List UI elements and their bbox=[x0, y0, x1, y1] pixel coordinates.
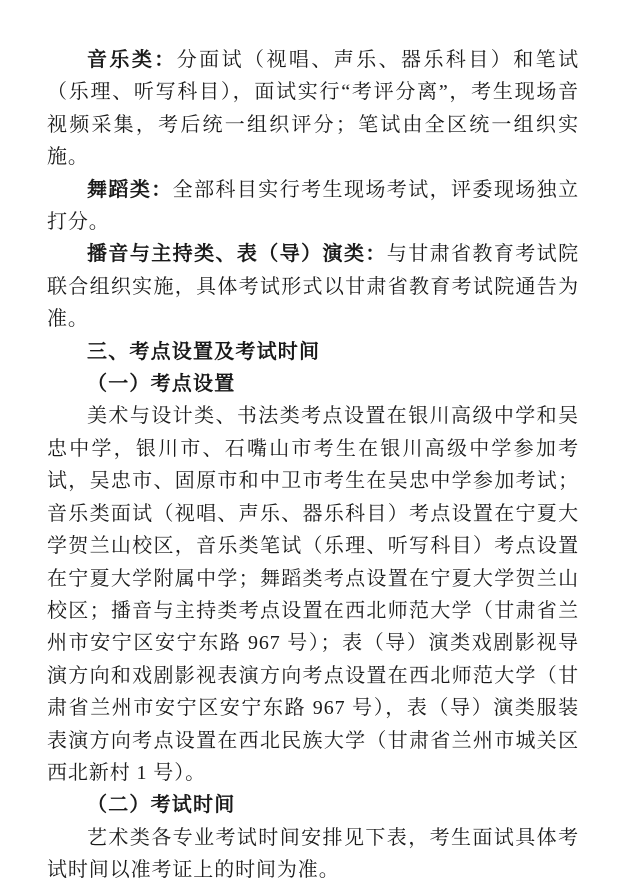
subsection-heading: （二）考试时间 bbox=[87, 794, 236, 817]
body-paragraph bbox=[47, 44, 579, 174]
subsection-heading: （一）考点设置 bbox=[87, 373, 236, 396]
body-paragraph bbox=[47, 822, 579, 887]
section-heading: 三、考点设置及考试时间 bbox=[87, 340, 321, 363]
paragraph-text: 艺术类各专业考试时间安排见下表，考生面试具体考试时间以准考证上的时间为准。 bbox=[47, 826, 579, 882]
category-label: 播音与主持类、表（导）演类： bbox=[87, 243, 387, 266]
category-label: 音乐类： bbox=[87, 49, 177, 71]
document-body bbox=[47, 44, 579, 887]
category-label: 舞蹈类： bbox=[87, 178, 173, 201]
body-paragraph bbox=[47, 400, 579, 789]
paragraph-text: 分面试（视唱、声乐、器乐科目）和笔试（乐理、听写科目），面试实行“考评分离”，考生现场音视频采集，考后统一组织评分；笔试由全区统一组织实施。 bbox=[47, 49, 579, 169]
paragraph-text: 美术与设计类、书法类考点设置在银川高级中学和吴忠中学，银川市、石嘴山市考生在银川高级中学参加考试，吴忠市、固原市和中卫市考生在吴忠中学参加考试；音乐类面试（视唱、声乐、器乐科目）考点设置在宁夏大学贺兰山校区，音乐类笔试（乐理、听写科目）考点设置在宁夏大学附属中学；舞蹈类考点设置在宁夏大学贺兰山校区；播音与主持类考点设置在西北师范大学（甘肃省兰州市安宁区安宁东路 967 号）；表（导）演类戏剧影视导演方向和戏剧影视表演方向考点设置在西北师范大学（甘肃省兰州市安宁区安宁东路 967 号），表（导）演类服装表演方向考点设置在西北民族大学（甘肃省兰州市城关区西北新村 1 号）。 bbox=[47, 405, 579, 784]
body-paragraph bbox=[47, 174, 579, 239]
body-paragraph bbox=[47, 238, 579, 335]
paragraph-text: 与甘肃省教育考试院联合组织实施，具体考试形式以甘肃省教育考试院通告为准。 bbox=[47, 243, 579, 331]
paragraph-text: 全部科目实行考生现场考试，评委现场独立打分。 bbox=[47, 178, 579, 234]
